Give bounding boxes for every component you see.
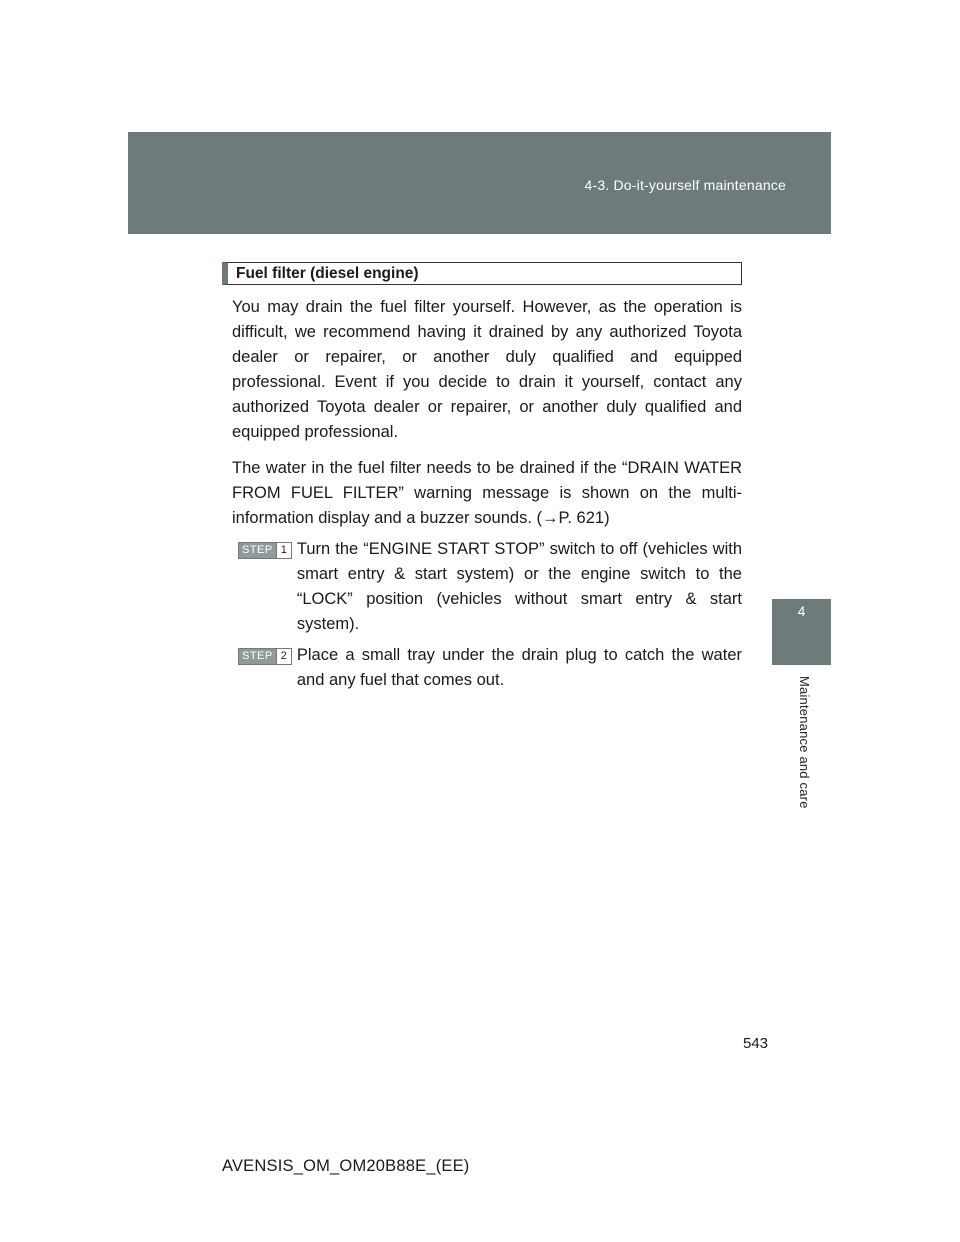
step-badge-word: STEP [239,649,276,664]
header-band [128,132,831,234]
step-badge [238,542,292,559]
step-text: Place a small tray under the drain plug to catch the water and any fuel that comes out. [296,646,742,689]
step-badge-number: 1 [276,543,291,558]
main-content [222,262,742,693]
step-badge-number: 2 [276,649,291,664]
chapter-number: 4 [797,603,806,619]
chapter-tab [772,599,831,665]
step-item [222,537,742,637]
step-text: Turn the “ENGINE START STOP” switch to off (vehicles with smart entry & start system) or the engine switch to the “LOCK” position (vehicles without smart entry & start system). [296,540,742,633]
footer-code: AVENSIS_OM_OM20B88E_(EE) [222,1157,470,1175]
paragraph: The water in the fuel filter needs to be drained if the “DRAIN WATER FROM FUEL FILTER” warning message is shown on the multi-information display and a buzzer sounds. (→P. 621) [232,459,742,527]
section-heading [222,262,742,285]
section-breadcrumb: 4-3. Do-it-yourself maintenance [584,177,786,193]
page-number: 543 [743,1035,769,1052]
chapter-label: Maintenance and care [797,676,812,809]
paragraph: You may drain the fuel filter yourself. However, as the operation is difficult, we recommend having it drained by any authorized Toyota dealer or repairer, or another duly qualified and equipped professional. Event if you decide to drain it yourself, contact any authorized Toyota dealer or repairer, or another duly qualified and equipped professional. [232,298,742,441]
step-badge-word: STEP [239,543,276,558]
section-heading-text: Fuel filter (diesel engine) [236,264,419,282]
step-item [222,643,742,693]
step-badge [238,648,292,665]
